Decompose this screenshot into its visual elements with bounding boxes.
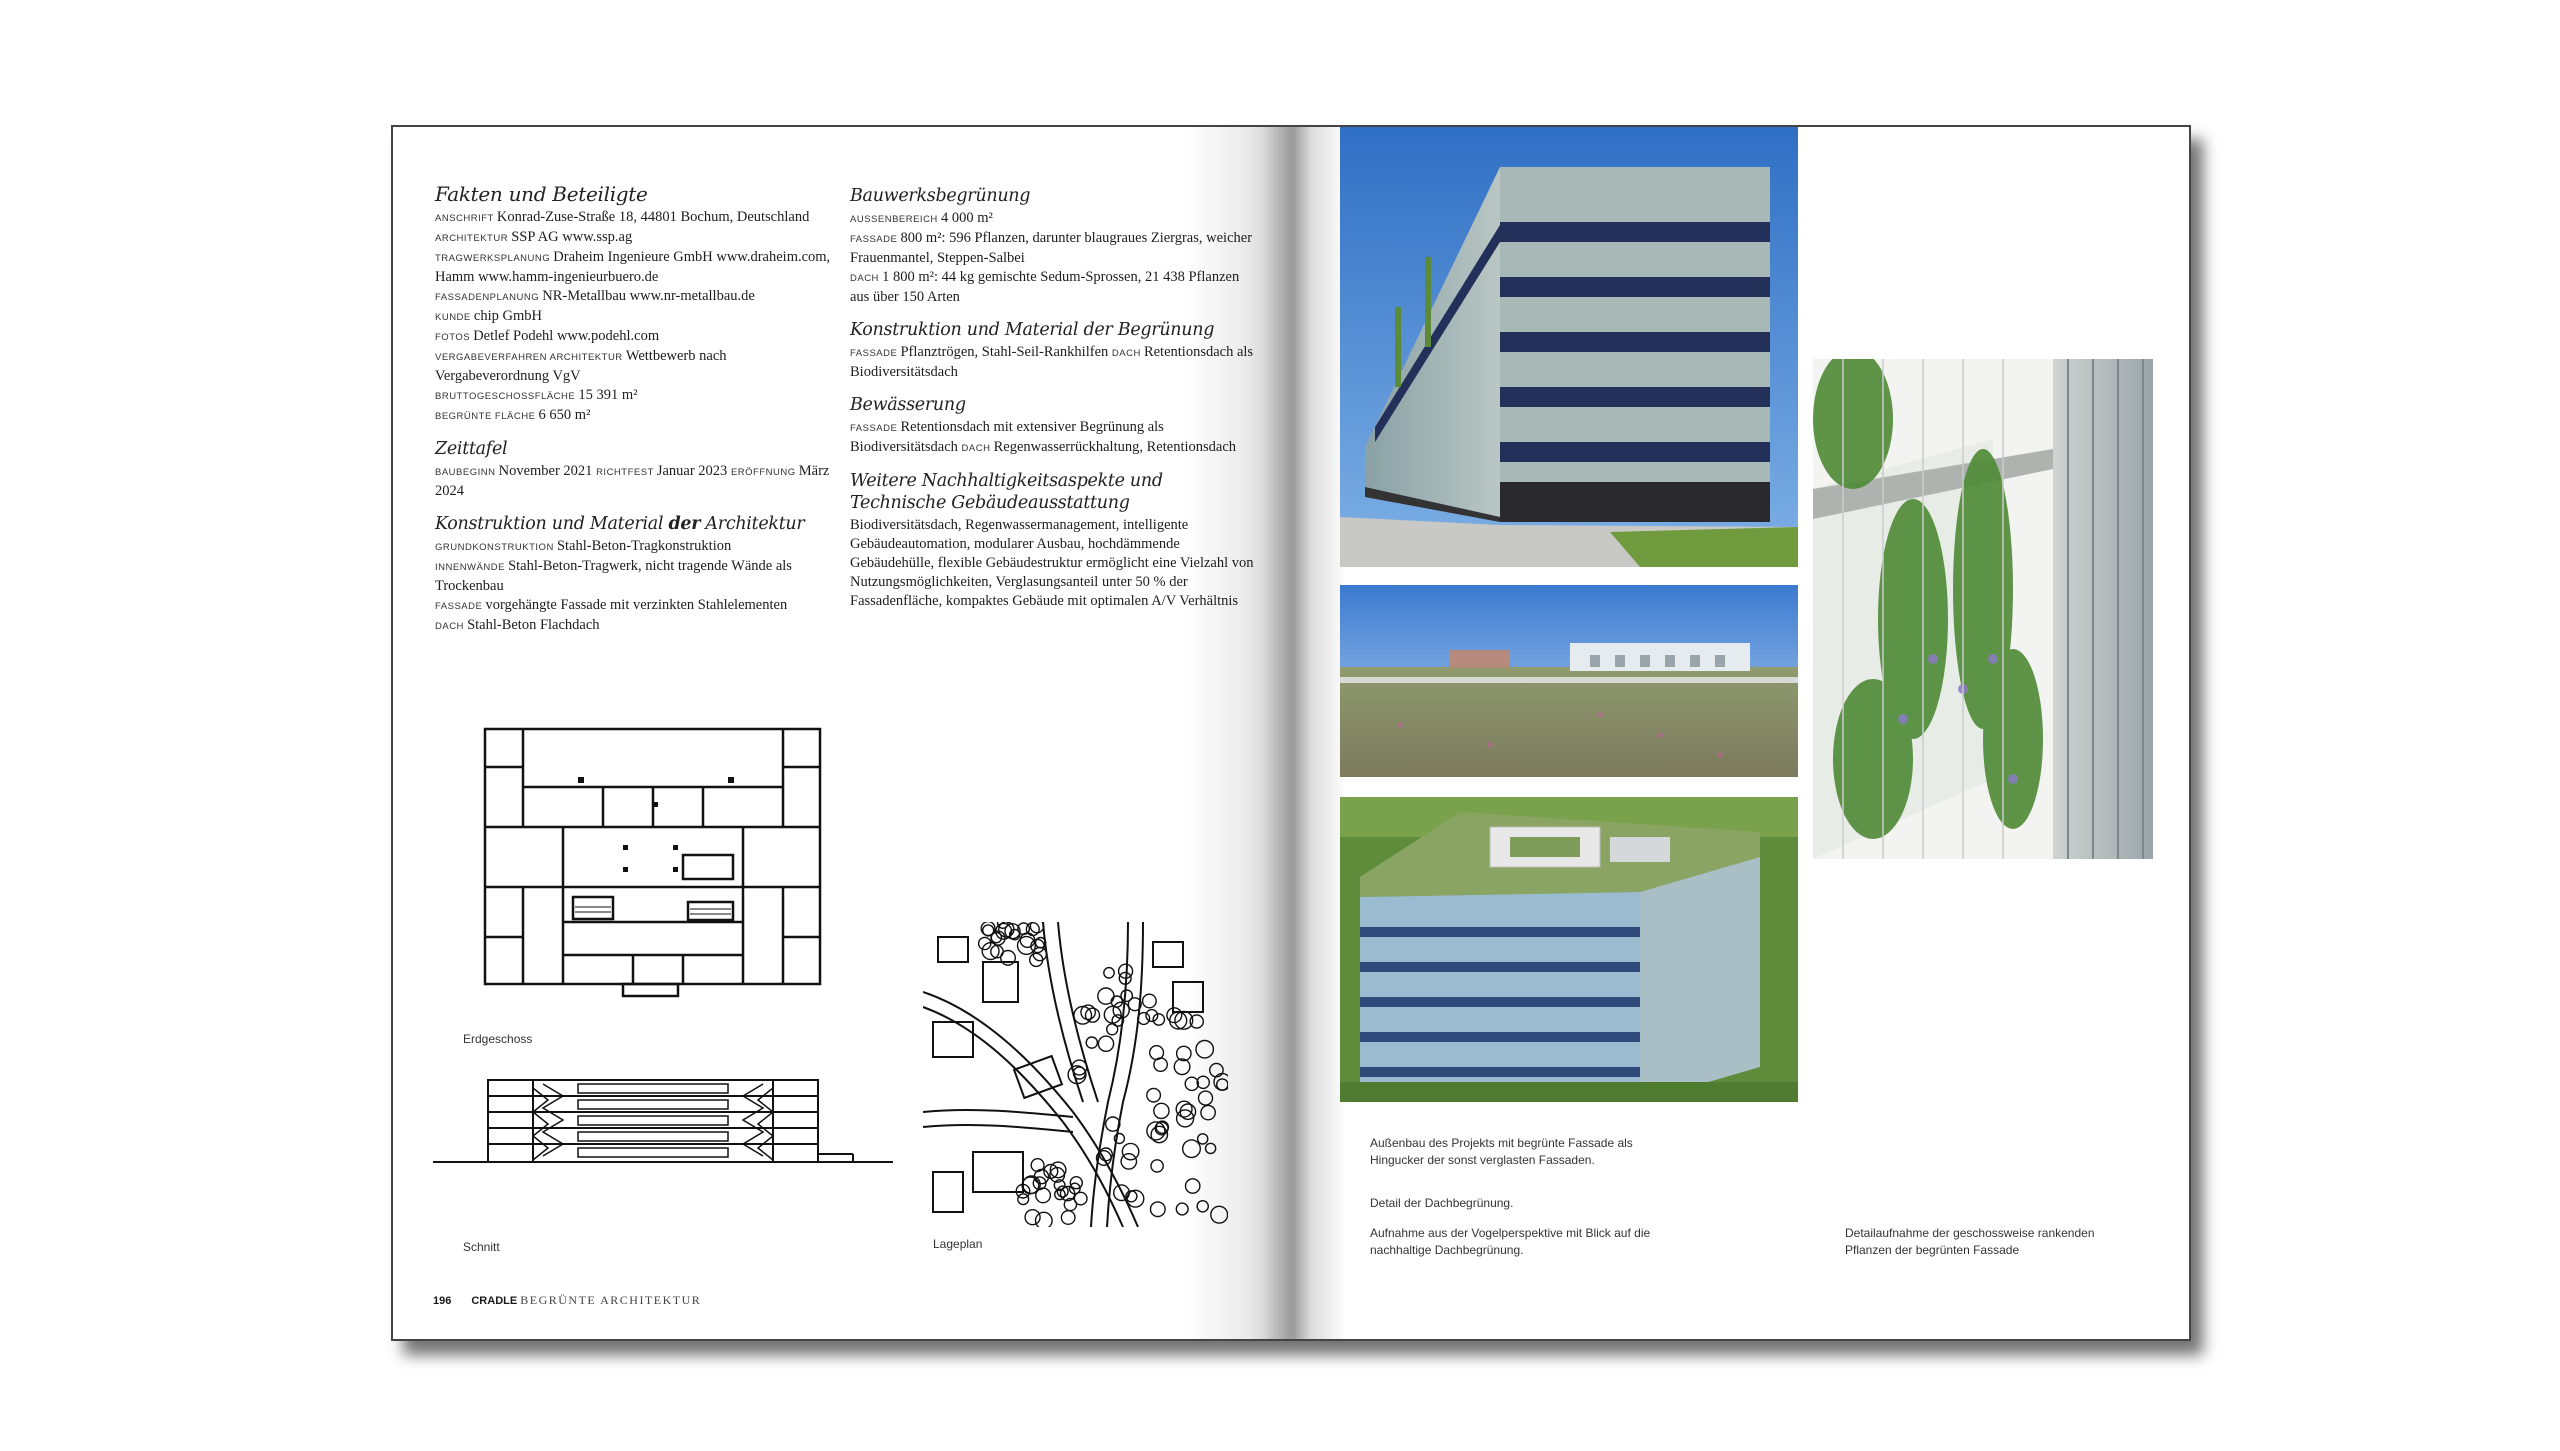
construction-label: GRUNDKONSTRUKTION	[435, 542, 557, 553]
construction-label: INNENWÄNDE	[435, 562, 509, 573]
facts-label: TRAGWERKSPLANUNG	[435, 253, 554, 264]
timeline-value: Januar 2023	[656, 463, 731, 479]
tree-mark	[1138, 1013, 1150, 1025]
caption-aerial: Aufnahme aus der Vogelperspektive mit Blick auf die nachhaltige Dachbegrünung.	[1370, 1226, 1651, 1257]
timeline-label: ERÖFFNUNG	[730, 467, 799, 478]
greening-value: 4 000 m²	[940, 210, 993, 226]
timeline-value: März 2024	[435, 463, 830, 499]
irrigation-value: Retentionsdach mit extensiver Begrünung als Biodiversitätsdach	[850, 419, 1164, 455]
irrigation-label: DACH	[961, 443, 994, 454]
tree-mark	[1147, 1088, 1161, 1102]
facts-label: ANSCHRIFT	[435, 213, 497, 224]
facts-label: BRUTTOGESCHOSSFLÄCHE	[435, 391, 579, 402]
tree-mark	[1151, 1202, 1166, 1217]
tree-mark	[1025, 1210, 1040, 1225]
tree-mark	[1174, 1059, 1190, 1075]
tree-mark	[1198, 1134, 1208, 1144]
tree-mark	[1197, 1201, 1208, 1212]
greening-construction-label: DACH	[1111, 348, 1144, 359]
tree-mark	[1081, 1005, 1095, 1019]
facts-value: chip GmbH	[473, 308, 542, 324]
timeline-label: BAUBEGINN	[435, 467, 499, 478]
tree-mark	[1061, 1211, 1075, 1225]
tree-mark	[1206, 1143, 1216, 1153]
tree-mark	[1036, 1212, 1053, 1227]
greening-construction-heading: Konstruktion und Material der Begrünung	[850, 320, 1215, 340]
tree-mark	[1098, 1036, 1113, 1051]
floorplan-caption: Erdgeschoss	[463, 1032, 533, 1046]
construction-heading: Konstruktion und Material der Architektur	[435, 514, 805, 534]
caption-roof-detail: Detail der Dachbegrünung.	[1370, 1196, 1514, 1210]
tree-mark	[983, 925, 994, 936]
greening-label: FASSADE	[850, 234, 901, 245]
tree-mark	[1214, 1074, 1228, 1091]
section-caption: Schnitt	[463, 1240, 500, 1254]
greening-label: DACH	[850, 273, 883, 284]
tree-mark	[1151, 1160, 1163, 1172]
tree-mark	[1086, 1037, 1097, 1048]
siteplan-caption: Lageplan	[933, 1237, 983, 1251]
tree-mark	[1146, 1010, 1158, 1022]
facts-value: NR-Metallbau www.nr-metallbau.de	[542, 288, 755, 304]
greening-construction-label: FASSADE	[850, 348, 901, 359]
left-page	[393, 127, 1293, 1339]
tree-mark	[1217, 1079, 1228, 1090]
sustainability-text: Biodiversitätsdach, Regenwassermanagement, intelligente Gebäudeautomation, modularer Ausbau, hochdämmende Gebäudehülle, flexible Gebäudestruktur ermöglicht eine Vielzahl von Nutzungsmöglichkeiten, Verglasungsanteil unter 50 % der Fassadenfläche, kompaktes Gebäude mit optimalen A/V Verhältnis	[850, 517, 1254, 609]
brand-name: CRADLE	[471, 1295, 518, 1307]
tree-mark	[1201, 1105, 1215, 1119]
greening-column	[850, 185, 1260, 611]
construction-label: DACH	[435, 621, 468, 632]
construction-value: Stahl-Beton-Tragwerk, nicht tragende Wände als Trockenbau	[435, 558, 792, 594]
irrigation-label: FASSADE	[850, 423, 901, 434]
construction-label: FASSADE	[435, 601, 486, 612]
tree-mark	[1186, 1179, 1200, 1193]
tree-mark	[1176, 1101, 1192, 1117]
caption-facade-detail: Detailaufnahme der geschossweise rankenden Pflanzen der begrünten Fassade	[1845, 1226, 2095, 1257]
caption-exterior: Außenbau des Projekts mit begrünte Fassade als Hingucker der sonst verglasten Fassaden.	[1370, 1136, 1633, 1167]
magazine-spread	[391, 125, 2191, 1341]
tree-mark	[1183, 1140, 1201, 1158]
photo-roof-detail	[1340, 585, 1798, 777]
greening-rows	[850, 209, 1260, 307]
folio	[433, 1293, 701, 1308]
tree-mark	[1074, 1007, 1092, 1025]
timeline-rows	[435, 462, 835, 501]
greening-construction-rows	[850, 343, 1260, 382]
tree-mark	[1154, 1103, 1169, 1118]
facts-label: KUNDE	[435, 312, 474, 323]
greening-construction-value: Retentionsdach als Biodiversitätsdach	[850, 344, 1254, 380]
facts-value: SSP AG www.ssp.ag	[511, 229, 633, 245]
irrigation-heading: Bewässerung	[850, 395, 966, 415]
facts-value: Detlef Podehl www.podehl.com	[473, 328, 660, 344]
tree-mark	[1020, 933, 1034, 947]
facts-value: 6 650 m²	[538, 407, 591, 423]
tree-mark	[1196, 1041, 1213, 1058]
greening-value: 800 m²: 596 Pflanzen, darunter blaugraues Ziergras, weicher Frauenmantel, Steppen-Salbei	[850, 230, 1253, 266]
tree-mark	[1106, 1117, 1120, 1131]
tree-mark	[1185, 1077, 1198, 1090]
photo-facade-detail	[1813, 359, 2153, 859]
right-page	[1293, 127, 2189, 1339]
facts-heading: Fakten und Beteiligte	[435, 182, 648, 206]
facts-value: Konrad-Zuse-Straße 18, 44801 Bochum, Deutschland	[496, 209, 810, 225]
facts-value: Wettbewerb nach Vergabeverordnung VgV	[435, 348, 727, 384]
facts-value: 15 391 m²	[578, 387, 638, 403]
photo-building-exterior	[1340, 127, 1798, 567]
page-number: 196	[433, 1295, 452, 1307]
tree-mark	[1104, 968, 1114, 978]
facts-label: ARCHITEKTUR	[435, 233, 512, 244]
facts-label: VERGABEVERFAHREN ARCHITEKTUR	[435, 352, 626, 363]
tree-mark	[1150, 1046, 1164, 1060]
construction-value: vorgehängte Fassade mit verzinkten Stahlelementen	[485, 597, 788, 613]
sustainability-heading: Weitere Nachhaltigkeitsaspekte und Technische Gebäudeausstattung	[850, 471, 1163, 513]
floorplan-drawing	[483, 727, 828, 1037]
tree-mark	[1176, 1203, 1188, 1215]
construction-value: Stahl-Beton Flachdach	[467, 617, 600, 633]
facts-label: FOTOS	[435, 332, 474, 343]
facts-label: FASSADENPLANUNG	[435, 292, 543, 303]
tree-mark	[1153, 1014, 1164, 1025]
greening-heading: Bauwerksbegrünung	[850, 186, 1031, 206]
construction-value: Stahl-Beton-Tragkonstruktion	[556, 538, 732, 554]
construction-rows	[435, 537, 835, 636]
tree-mark	[1122, 1143, 1138, 1159]
irrigation-rows	[850, 418, 1260, 458]
tree-mark	[1199, 1091, 1213, 1105]
facts-rows	[435, 208, 835, 426]
timeline-value: November 2021	[498, 463, 597, 479]
facts-column	[435, 182, 835, 636]
timeline-label: RICHTFEST	[596, 467, 657, 478]
tree-mark	[1211, 1206, 1228, 1223]
siteplan-drawing	[923, 922, 1228, 1227]
section-drawing	[433, 1072, 903, 1172]
tree-mark	[1210, 1063, 1223, 1076]
irrigation-value: Regenwasserrückhaltung, Retentionsdach	[993, 439, 1237, 455]
tree-mark	[1143, 994, 1157, 1008]
section-title: BEGRÜNTE ARCHITEKTUR	[520, 1293, 702, 1307]
timeline-heading: Zeittafel	[435, 439, 508, 459]
greening-label: AUSSENBEREICH	[850, 214, 941, 225]
facts-label: BEGRÜNTE FLÄCHE	[435, 411, 539, 422]
greening-value: 1 800 m²: 44 kg gemischte Sedum-Sprossen, 21 438 Pflanzen aus über 150 Arten	[850, 269, 1240, 305]
facts-value: Draheim Ingenieure GmbH www.draheim.com, Hamm www.hamm-ingenieurbuero.de	[435, 249, 831, 285]
tree-mark	[1018, 1194, 1029, 1205]
greening-construction-value: Pflanztrögen, Stahl-Seil-Rankhilfen	[900, 344, 1112, 360]
photo-aerial	[1340, 797, 1798, 1102]
